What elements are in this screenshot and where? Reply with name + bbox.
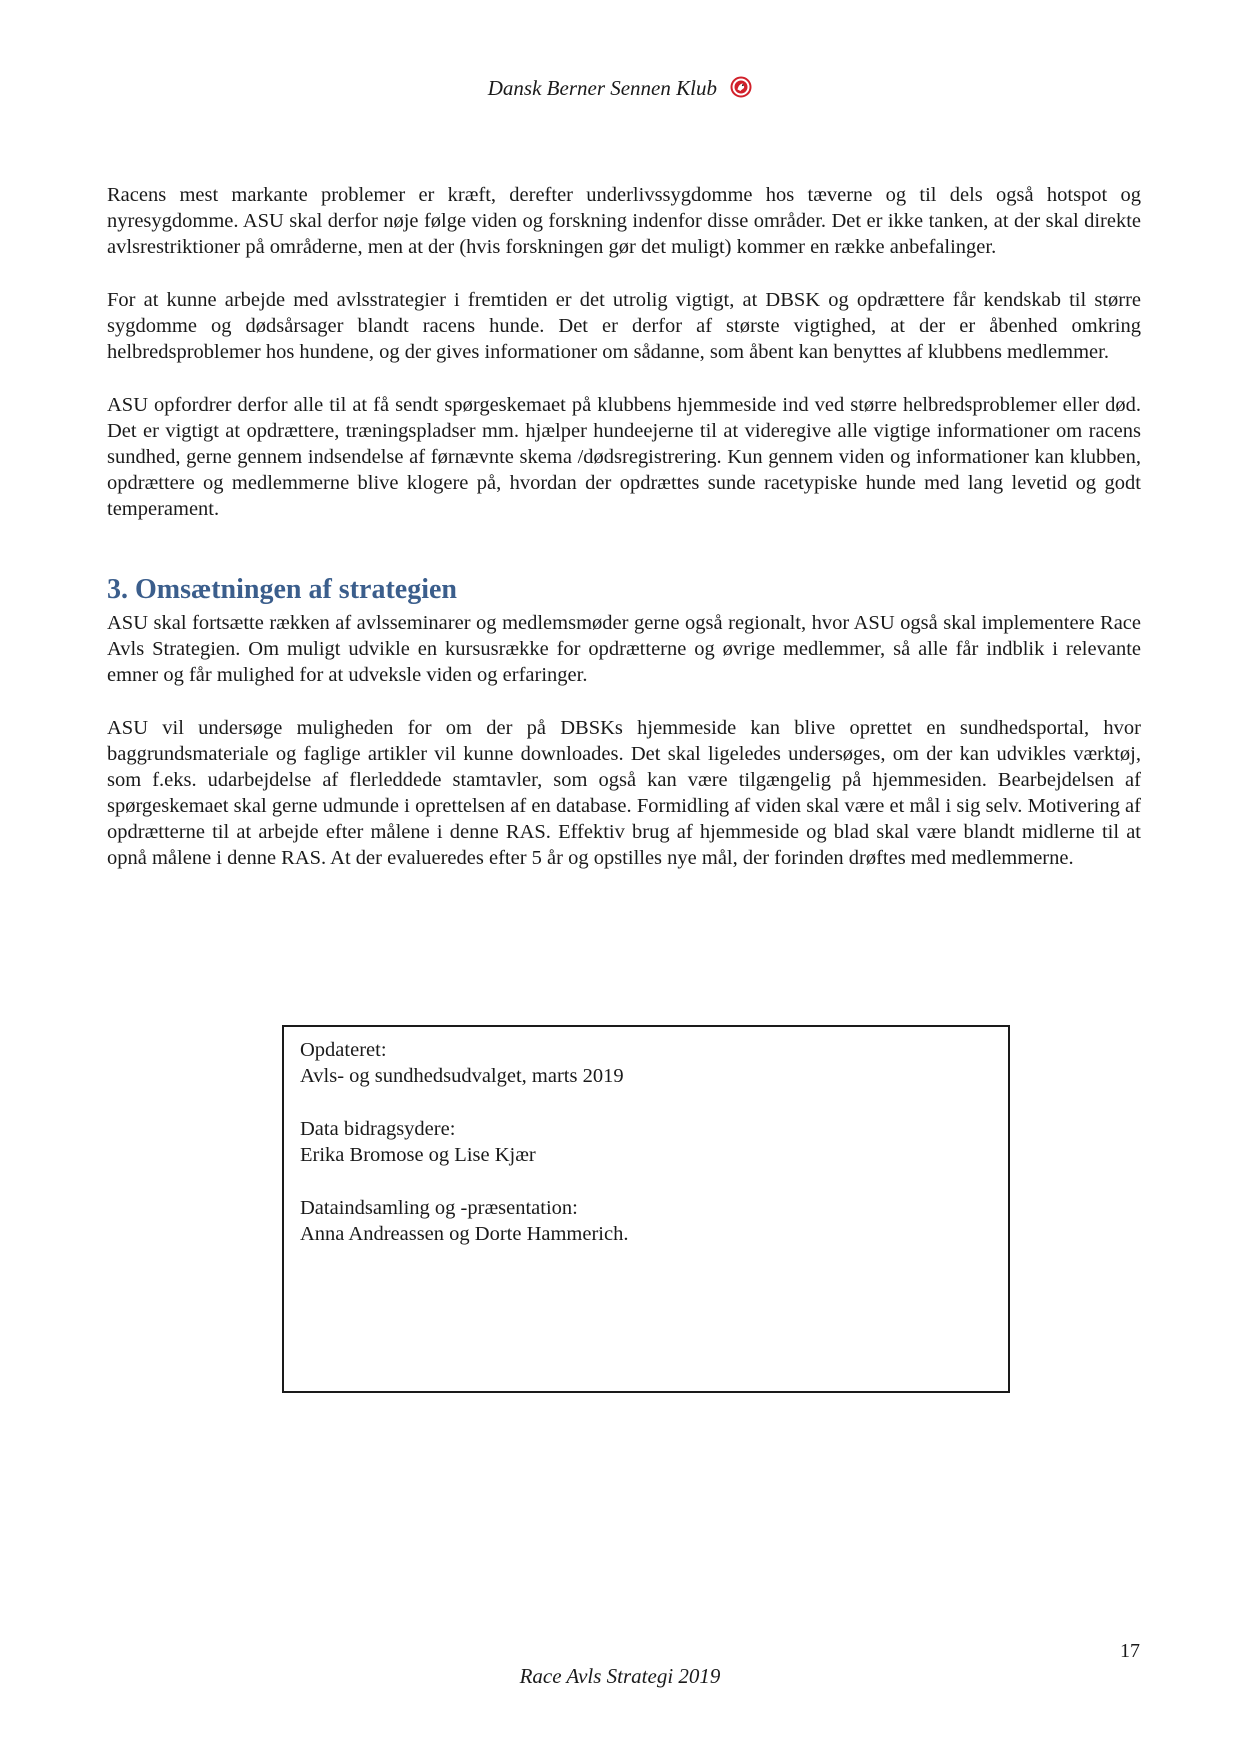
club-logo-icon — [730, 76, 752, 98]
body-paragraph: ASU opfordrer derfor alle til at få sendt spørgeskemaet på klubbens hjemmeside ind ved større helbredsproblemer eller død. Det er vigtigt at opdrættere, træningspladser mm. hjælper hundeejerne til at videregive alle vigtige informationer om racens sundhed, gerne gennem indsendelse af førnævnte skema /dødsregistrering. Kun gennem viden og informationer kan klubben, opdrættere og medlemmerne blive klogere på, hvordan der opdrættes sunde racetypiske hunde med lang levetid og godt temperament. — [107, 394, 1141, 520]
credits-contributors-label: Data bidragsydere: — [300, 1118, 456, 1140]
body-paragraph: Racens mest markante problemer er kræft, derefter underlivssygdomme hos tæverne og til dels også hotspot og nyresygdomme. ASU skal derfor nøje følge viden og forskning indenfor disse områder. Det er ikke tanken, at der skal direkte avlsrestriktioner på områderne, men at der (hvis forskningen gør det muligt) kommer en række anbefalinger. — [107, 184, 1141, 258]
page-number: 17 — [1120, 1640, 1140, 1662]
credits-contributors-value: Erika Bromose og Lise Kjær — [300, 1144, 536, 1166]
credits-updated — [300, 1037, 992, 1089]
credits-contributors — [300, 1116, 992, 1168]
credits-collection-label: Dataindsamling og -præsentation: — [300, 1197, 578, 1219]
credits-collection — [300, 1195, 992, 1247]
credits-box — [282, 1025, 1010, 1393]
page-header — [0, 76, 1240, 101]
credits-updated-label: Opdateret: — [300, 1039, 387, 1061]
body-paragraph: ASU skal fortsætte rækken af avlsseminarer og medlemsmøder gerne også regionalt, hvor ASU også skal implementere Race Avls Strategien. Om muligt udvikle en kursusrække for opdrætterne og øvrige medlemmer, så alle får indblik i relevante emner og får mulighed for at udveksle viden og erfaringer. — [107, 612, 1141, 686]
body-paragraph: ASU vil undersøge muligheden for om der på DBSKs hjemmeside kan blive oprettet en sundhedsportal, hvor baggrundsmateriale og faglige artikler vil kunne downloades. Det skal ligeledes undersøges, om der kan udvikles værktøj, som f.eks. udarbejdelse af flerleddede stamtavler, som også kan være tilgængelig på hjemmesiden. Bearbejdelsen af spørgeskemaet skal gerne udmunde i oprettelsen af en database. Formidling af viden skal være et mål i sig selv. Motivering af opdrætterne til at arbejde efter målene i denne RAS. Effektiv brug af hjemmeside og blad skal være blandt midlerne til at opnå målene i denne RAS. At der evalueredes efter 5 år og opstilles nye mål, der forinden drøftes med medlemmerne. — [107, 717, 1141, 869]
body-paragraph: For at kunne arbejde med avlsstrategier i fremtiden er det utrolig vigtigt, at DBSK og opdrættere får kendskab til større sygdomme og dødsårsager blandt racens hunde. Det er derfor af største vigtighed, at der er åbenhed omkring helbredsproblemer hos hundene, og der gives informationer om sådanne, som åbent kan benyttes af klubbens medlemmer. — [107, 289, 1141, 363]
credits-updated-value: Avls- og sundhedsudvalget, marts 2019 — [300, 1065, 624, 1087]
main-content — [107, 182, 1141, 898]
section-heading: 3. Omsætningen af strategien — [107, 574, 457, 605]
credits-collection-value: Anna Andreassen og Dorte Hammerich. — [300, 1223, 629, 1245]
header-title: Dansk Berner Sennen Klub — [487, 76, 717, 100]
page-footer: Race Avls Strategi 2019 — [519, 1664, 721, 1688]
